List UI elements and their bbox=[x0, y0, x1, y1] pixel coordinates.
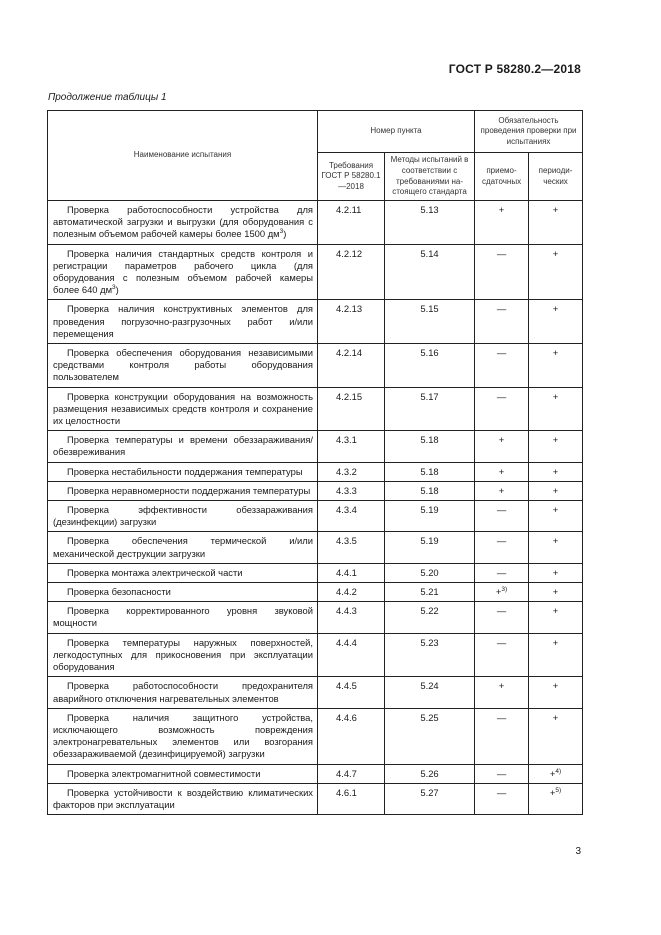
method-clause-cell-value: 5.25 bbox=[420, 711, 439, 723]
header-mandatory: Обязательность проведения проверки при испытаниях bbox=[475, 111, 583, 153]
requirement-clause-cell bbox=[318, 783, 385, 814]
test-name-text bbox=[53, 787, 313, 811]
method-clause-cell bbox=[385, 783, 475, 814]
method-clause-cell bbox=[385, 462, 475, 481]
test-name-main: Проверка безопасности bbox=[67, 586, 171, 598]
test-name-cell bbox=[48, 764, 318, 783]
requirement-clause-cell bbox=[318, 563, 385, 582]
test-name-text bbox=[53, 485, 313, 497]
periodic-mark-cell-value: + bbox=[552, 566, 559, 578]
method-clause-cell bbox=[385, 481, 475, 500]
table-row bbox=[48, 532, 583, 563]
periodic-mark-cell bbox=[529, 708, 583, 764]
method-clause-cell-value: 5.22 bbox=[420, 605, 439, 617]
acceptance-mark-cell-value: + bbox=[498, 680, 505, 692]
test-name-text bbox=[53, 434, 313, 458]
requirement-clause-cell-value: 4.4.7 bbox=[336, 767, 357, 779]
requirement-clause-cell-value: 4.2.14 bbox=[336, 347, 363, 359]
test-name-cell bbox=[48, 344, 318, 388]
requirement-clause-cell-value: 4.4.5 bbox=[336, 680, 357, 692]
test-name-main: Проверка неравномерности поддержания температуры bbox=[67, 484, 311, 496]
table-row bbox=[48, 783, 583, 814]
table-row bbox=[48, 244, 583, 300]
requirement-clause-cell bbox=[318, 387, 385, 431]
tests-table bbox=[47, 110, 583, 815]
test-name-text bbox=[53, 605, 313, 629]
periodic-mark-cell bbox=[529, 764, 583, 783]
method-clause-cell-value: 5.15 bbox=[420, 303, 439, 315]
method-clause-cell bbox=[385, 583, 475, 602]
test-name-main: Проверка конструкции оборудования на возможность размещения независимых средств контроля и сохранение их целостности bbox=[53, 390, 313, 427]
table-row bbox=[48, 583, 583, 602]
method-clause-cell bbox=[385, 633, 475, 677]
acceptance-mark-cell-value: — bbox=[496, 390, 507, 402]
periodic-mark-cell bbox=[529, 481, 583, 500]
requirement-clause-cell-value: 4.4.4 bbox=[336, 636, 357, 648]
acceptance-mark-cell bbox=[475, 633, 529, 677]
method-clause-cell bbox=[385, 602, 475, 633]
periodic-mark-cell bbox=[529, 602, 583, 633]
method-clause-cell-value: 5.17 bbox=[420, 390, 439, 402]
requirement-clause-cell bbox=[318, 583, 385, 602]
table-row bbox=[48, 764, 583, 783]
periodic-mark-cell-value: + bbox=[552, 303, 559, 315]
acceptance-mark-cell-value: — bbox=[496, 605, 507, 617]
acceptance-mark-cell bbox=[475, 602, 529, 633]
test-name-main: Проверка работоспособности предохранителя аварийного отключения нагревательных элементов bbox=[53, 680, 313, 704]
requirement-clause-cell bbox=[318, 532, 385, 563]
requirement-clause-cell-value: 4.3.1 bbox=[336, 434, 357, 446]
table-row bbox=[48, 431, 583, 462]
periodic-mark-cell-value: + bbox=[552, 347, 559, 359]
test-name-main: Проверка температуры наружных поверхностей, легкодоступных для прикосновения при эксплуатации оборудования bbox=[53, 636, 313, 673]
test-name-superscript: 3 bbox=[279, 228, 284, 236]
acceptance-mark-cell-value: — bbox=[496, 636, 507, 648]
periodic-mark-cell-value: + bbox=[549, 786, 556, 798]
periodic-mark-cell-footnote: 4) bbox=[555, 767, 562, 775]
test-name-text bbox=[53, 637, 313, 674]
test-name-cell bbox=[48, 677, 318, 708]
periodic-mark-cell-value: + bbox=[552, 586, 559, 598]
periodic-mark-cell-value: + bbox=[552, 680, 559, 692]
method-clause-cell bbox=[385, 431, 475, 462]
method-clause-cell-value: 5.26 bbox=[420, 767, 439, 779]
test-name-text bbox=[53, 535, 313, 559]
method-clause-cell-value: 5.14 bbox=[420, 247, 439, 259]
requirement-clause-cell-value: 4.4.6 bbox=[336, 711, 357, 723]
test-name-cell bbox=[48, 481, 318, 500]
periodic-mark-cell bbox=[529, 344, 583, 388]
test-name-main: Проверка наличия защитного устройства, исключающего возможность повреждения электронагревательных элементов или возгорания обеззараживаемой (дезинфицируемой) загрузки bbox=[53, 711, 313, 760]
acceptance-mark-cell-value: — bbox=[496, 711, 507, 723]
method-clause-cell bbox=[385, 501, 475, 532]
periodic-mark-cell bbox=[529, 563, 583, 582]
test-name-cell bbox=[48, 431, 318, 462]
requirement-clause-cell-value: 4.4.3 bbox=[336, 605, 357, 617]
acceptance-mark-cell bbox=[475, 563, 529, 582]
test-name-text bbox=[53, 680, 313, 704]
test-name-cell bbox=[48, 244, 318, 300]
table-body bbox=[48, 201, 583, 815]
method-clause-cell-value: 5.18 bbox=[420, 434, 439, 446]
periodic-mark-cell bbox=[529, 431, 583, 462]
test-name-main: Проверка монтажа электрической части bbox=[67, 566, 243, 578]
acceptance-mark-cell-value: + bbox=[498, 204, 505, 215]
requirement-clause-cell bbox=[318, 300, 385, 344]
test-name-text bbox=[53, 248, 313, 297]
periodic-mark-cell bbox=[529, 633, 583, 677]
periodic-mark-cell-value: + bbox=[552, 465, 559, 477]
test-name-main: Проверка электромагнитной совместимости bbox=[67, 767, 261, 779]
acceptance-mark-cell bbox=[475, 481, 529, 500]
method-clause-cell bbox=[385, 201, 475, 245]
table-row bbox=[48, 481, 583, 500]
method-clause-cell-value: 5.20 bbox=[420, 566, 439, 578]
acceptance-mark-cell bbox=[475, 431, 529, 462]
periodic-mark-cell-value: + bbox=[552, 636, 559, 648]
acceptance-mark-cell-value: + bbox=[498, 434, 505, 446]
periodic-mark-cell-value: + bbox=[552, 204, 559, 215]
test-name-cell bbox=[48, 633, 318, 677]
test-name-main: Проверка обеспечения термической и/или механической деструкции загрузки bbox=[53, 535, 313, 559]
acceptance-mark-cell-value: — bbox=[496, 303, 507, 315]
test-name-text bbox=[53, 303, 313, 340]
acceptance-mark-cell bbox=[475, 783, 529, 814]
test-name-cell bbox=[48, 583, 318, 602]
table-row bbox=[48, 387, 583, 431]
requirement-clause-cell-value: 4.3.2 bbox=[336, 465, 357, 477]
requirement-clause-cell bbox=[318, 708, 385, 764]
acceptance-mark-cell bbox=[475, 708, 529, 764]
test-name-cell bbox=[48, 462, 318, 481]
method-clause-cell bbox=[385, 764, 475, 783]
acceptance-mark-cell bbox=[475, 583, 529, 602]
periodic-mark-cell-footnote: 5) bbox=[555, 786, 562, 794]
method-clause-cell bbox=[385, 344, 475, 388]
test-name-text bbox=[53, 586, 313, 598]
periodic-mark-cell bbox=[529, 387, 583, 431]
method-clause-cell-value: 5.18 bbox=[420, 465, 439, 477]
requirement-clause-cell bbox=[318, 201, 385, 245]
test-name-cell bbox=[48, 783, 318, 814]
periodic-mark-cell bbox=[529, 244, 583, 300]
test-name-superscript: 3 bbox=[112, 284, 116, 292]
method-clause-cell-value: 5.18 bbox=[420, 484, 439, 496]
periodic-mark-cell bbox=[529, 677, 583, 708]
header-periodic: периоди-ческих bbox=[529, 153, 583, 201]
test-name-text bbox=[53, 768, 313, 780]
periodic-mark-cell bbox=[529, 462, 583, 481]
acceptance-mark-cell-value: — bbox=[496, 767, 507, 779]
acceptance-mark-cell-value: + bbox=[495, 586, 502, 598]
test-name-main: Проверка наличия конструктивных элементов для проведения погрузочно-разгрузочных работ и/или перемещения bbox=[53, 303, 313, 339]
acceptance-mark-cell bbox=[475, 501, 529, 532]
method-clause-cell-value: 5.23 bbox=[420, 636, 439, 648]
page-number: 3 bbox=[575, 846, 581, 857]
header-acceptance: приемо-сдаточных bbox=[475, 153, 529, 201]
test-name-main: Проверка нестабильности поддержания температуры bbox=[67, 465, 303, 477]
method-clause-cell-value: 5.13 bbox=[420, 204, 439, 215]
method-clause-cell bbox=[385, 387, 475, 431]
requirement-clause-cell bbox=[318, 462, 385, 481]
header-test-name: Наименование испытания bbox=[48, 111, 318, 201]
test-name-main: Проверка обеспечения оборудования независимыми средствами контроля работы оборудования пользователем bbox=[53, 347, 313, 383]
acceptance-mark-cell bbox=[475, 344, 529, 388]
test-name-cell bbox=[48, 708, 318, 764]
test-name-cell bbox=[48, 563, 318, 582]
table-row bbox=[48, 201, 583, 245]
method-clause-cell bbox=[385, 532, 475, 563]
table-continuation-label: Продолжение таблицы 1 bbox=[48, 92, 167, 103]
test-name-cell bbox=[48, 602, 318, 633]
requirement-clause-cell-value: 4.2.12 bbox=[336, 247, 363, 259]
test-name-cell bbox=[48, 501, 318, 532]
requirement-clause-cell-value: 4.3.5 bbox=[336, 535, 357, 547]
method-clause-cell bbox=[385, 677, 475, 708]
periodic-mark-cell-value: + bbox=[552, 390, 559, 402]
method-clause-cell bbox=[385, 300, 475, 344]
table-row bbox=[48, 344, 583, 388]
periodic-mark-cell bbox=[529, 783, 583, 814]
method-clause-cell bbox=[385, 563, 475, 582]
table-row bbox=[48, 708, 583, 764]
periodic-mark-cell-value: + bbox=[552, 605, 559, 617]
test-name-text bbox=[53, 204, 313, 241]
periodic-mark-cell-value: + bbox=[552, 711, 559, 723]
test-name-text bbox=[53, 567, 313, 579]
periodic-mark-cell-value: + bbox=[549, 767, 556, 779]
periodic-mark-cell-value: + bbox=[552, 247, 559, 259]
table-row bbox=[48, 677, 583, 708]
method-clause-cell bbox=[385, 244, 475, 300]
standard-code: ГОСТ Р 58280.2—2018 bbox=[448, 62, 581, 76]
test-name-main: Проверка температуры и времени обеззараживания/обезвреживания bbox=[53, 434, 313, 458]
requirement-clause-cell-value: 4.6.1 bbox=[336, 786, 357, 798]
requirement-clause-cell bbox=[318, 633, 385, 677]
periodic-mark-cell bbox=[529, 300, 583, 344]
test-name-main: Проверка эффективности обеззараживания (дезинфекции) загрузки bbox=[53, 504, 313, 528]
test-name-main: Проверка наличия стандартных средств контроля и регистрации параметров рабочего цикла (для оборудования с полезным объемом рабочей камеры более 640 дм bbox=[53, 247, 313, 296]
test-name-text bbox=[53, 466, 313, 478]
acceptance-mark-cell-value: — bbox=[496, 535, 507, 547]
acceptance-mark-cell bbox=[475, 300, 529, 344]
periodic-mark-cell-value: + bbox=[552, 504, 559, 516]
test-name-main: Проверка работоспособности устройства для автоматической загрузки и выгрузки (для оборудования с полезным объемом рабочей камеры более 1500 дм bbox=[53, 204, 313, 240]
method-clause-cell-value: 5.16 bbox=[420, 347, 439, 359]
test-name-text bbox=[53, 391, 313, 428]
test-name-text bbox=[53, 712, 313, 761]
test-name-main: Проверка устойчивости к воздействию климатических факторов при эксплуатации bbox=[53, 786, 313, 810]
acceptance-mark-cell-value: — bbox=[496, 347, 507, 359]
requirement-clause-cell bbox=[318, 344, 385, 388]
periodic-mark-cell bbox=[529, 201, 583, 245]
requirement-clause-cell bbox=[318, 501, 385, 532]
acceptance-mark-cell-value: — bbox=[496, 504, 507, 516]
test-name-main: Проверка корректированного уровня звуковой мощности bbox=[53, 605, 313, 629]
acceptance-mark-cell bbox=[475, 462, 529, 481]
test-name-cell bbox=[48, 387, 318, 431]
method-clause-cell-value: 5.19 bbox=[420, 535, 439, 547]
requirement-clause-cell-value: 4.2.15 bbox=[336, 390, 363, 402]
test-name-tail: ) bbox=[115, 284, 119, 296]
acceptance-mark-cell bbox=[475, 677, 529, 708]
requirement-clause-cell bbox=[318, 602, 385, 633]
test-name-text bbox=[53, 504, 313, 528]
table-row bbox=[48, 563, 583, 582]
periodic-mark-cell bbox=[529, 532, 583, 563]
periodic-mark-cell bbox=[529, 501, 583, 532]
requirement-clause-cell-value: 4.4.2 bbox=[336, 586, 357, 598]
requirement-clause-cell bbox=[318, 764, 385, 783]
periodic-mark-cell-value: + bbox=[552, 434, 559, 446]
requirement-clause-cell-value: 4.4.1 bbox=[336, 566, 357, 578]
table-row bbox=[48, 633, 583, 677]
periodic-mark-cell-value: + bbox=[552, 484, 559, 496]
method-clause-cell-value: 5.24 bbox=[420, 680, 439, 692]
table-row bbox=[48, 602, 583, 633]
acceptance-mark-cell-value: + bbox=[498, 484, 505, 496]
test-name-text bbox=[53, 347, 313, 384]
table-row bbox=[48, 300, 583, 344]
acceptance-mark-cell bbox=[475, 764, 529, 783]
table-row bbox=[48, 501, 583, 532]
requirement-clause-cell bbox=[318, 244, 385, 300]
acceptance-mark-cell bbox=[475, 532, 529, 563]
requirement-clause-cell bbox=[318, 431, 385, 462]
acceptance-mark-cell-value: — bbox=[496, 247, 507, 259]
requirement-clause-cell-value: 4.2.13 bbox=[336, 303, 363, 315]
acceptance-mark-cell bbox=[475, 387, 529, 431]
periodic-mark-cell bbox=[529, 583, 583, 602]
header-requirements: Требования ГОСТ Р 58280.1—2018 bbox=[318, 153, 385, 201]
test-name-cell bbox=[48, 201, 318, 245]
method-clause-cell-value: 5.21 bbox=[420, 586, 439, 598]
requirement-clause-cell bbox=[318, 481, 385, 500]
acceptance-mark-cell bbox=[475, 201, 529, 245]
acceptance-mark-cell-value: + bbox=[498, 465, 505, 477]
method-clause-cell bbox=[385, 708, 475, 764]
method-clause-cell-value: 5.27 bbox=[420, 786, 439, 798]
acceptance-mark-cell-value: — bbox=[496, 566, 507, 578]
acceptance-mark-cell bbox=[475, 244, 529, 300]
test-name-cell bbox=[48, 532, 318, 563]
header-clause-number: Номер пункта bbox=[318, 111, 475, 153]
acceptance-mark-cell-footnote: 3) bbox=[501, 585, 508, 593]
header-methods: Методы испытаний в соответствии с требованиями на-стоящего стандарта bbox=[385, 153, 475, 201]
test-name-tail: ) bbox=[283, 228, 287, 240]
periodic-mark-cell-value: + bbox=[552, 535, 559, 547]
requirement-clause-cell-value: 4.3.4 bbox=[336, 504, 357, 516]
table-row bbox=[48, 462, 583, 481]
requirement-clause-cell bbox=[318, 677, 385, 708]
acceptance-mark-cell-value: — bbox=[496, 786, 507, 798]
requirement-clause-cell-value: 4.3.3 bbox=[336, 484, 357, 496]
test-name-cell bbox=[48, 300, 318, 344]
requirement-clause-cell-value: 4.2.11 bbox=[336, 204, 362, 215]
method-clause-cell-value: 5.19 bbox=[420, 504, 439, 516]
